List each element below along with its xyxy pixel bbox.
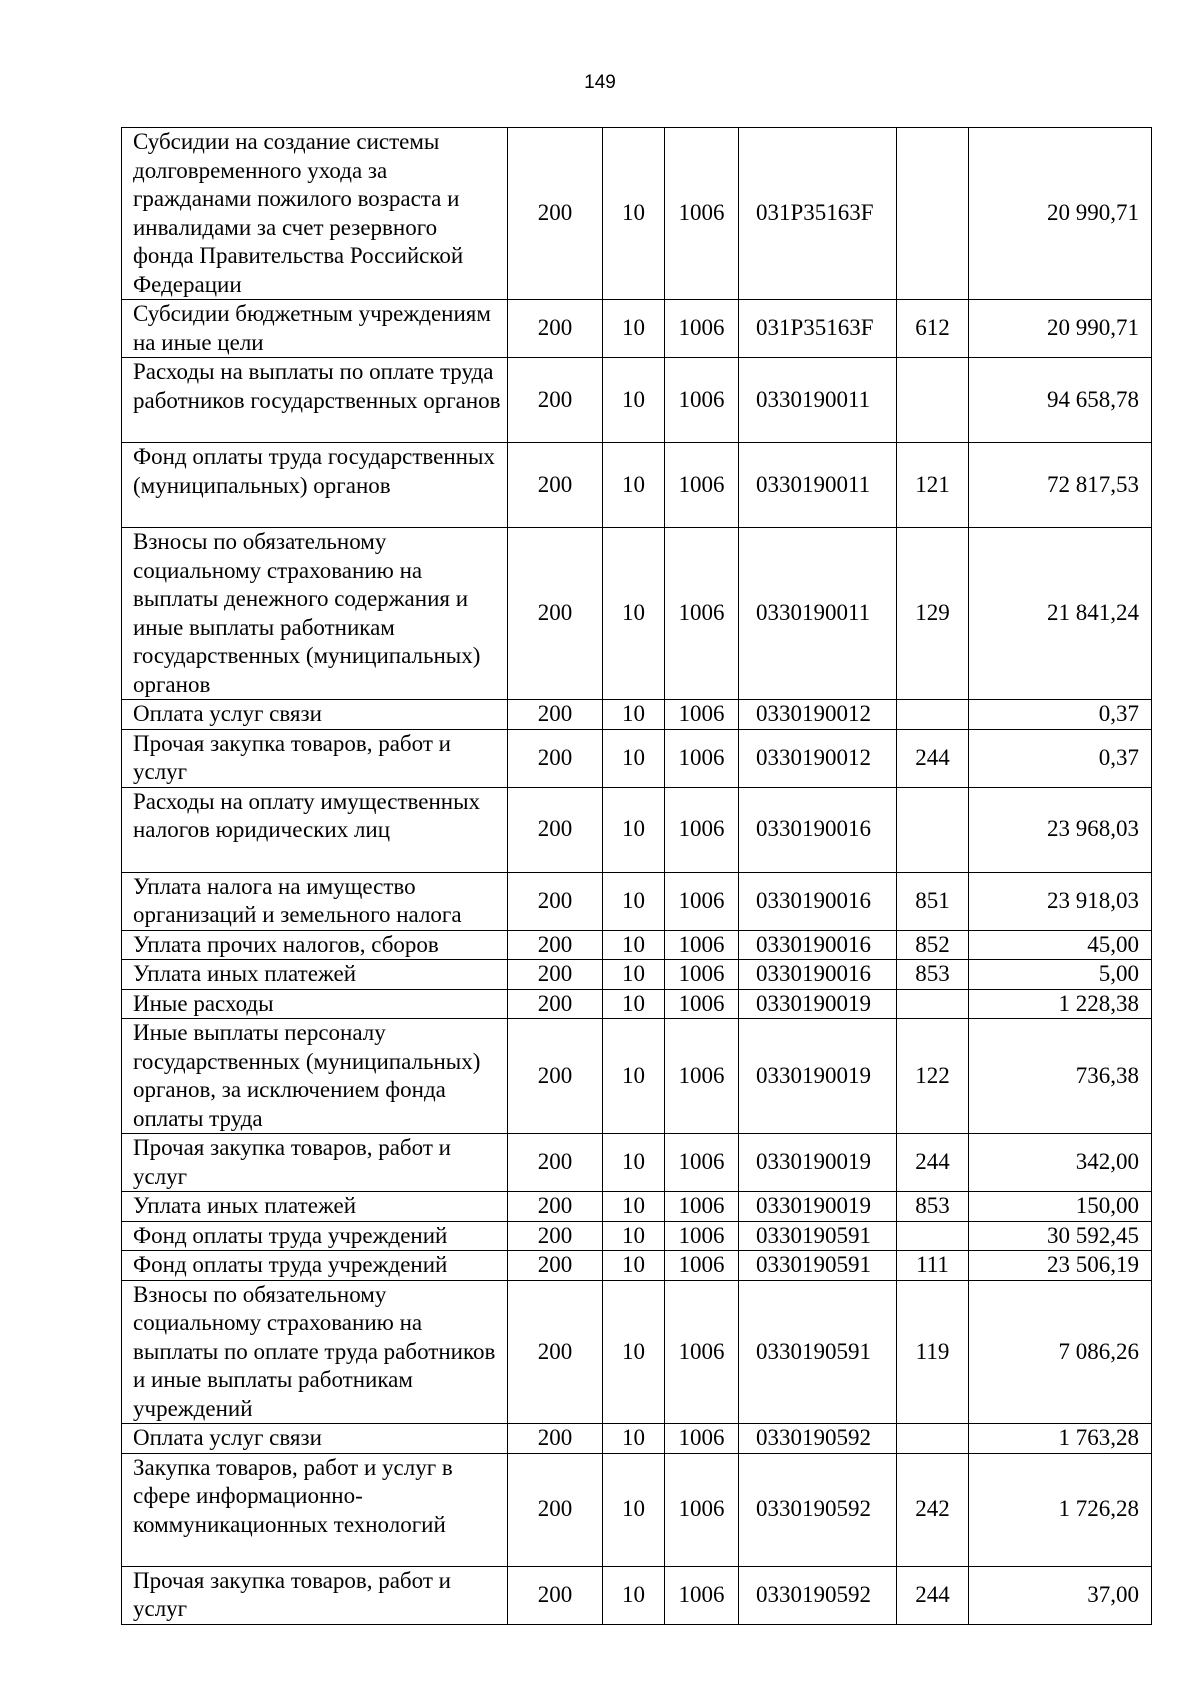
row-code-section: 10	[603, 1424, 665, 1454]
row-code-target: 0330190016	[739, 787, 897, 872]
row-code-section: 10	[603, 1192, 665, 1222]
row-code-expense-type: 852	[897, 930, 969, 960]
table-row	[122, 1453, 1152, 1566]
row-code-admin: 200	[508, 989, 603, 1019]
row-code-subsection: 1006	[665, 960, 739, 990]
row-code-target: 0330190011	[739, 358, 897, 443]
row-code-target: 031P35163F	[739, 128, 897, 300]
row-code-expense-type	[897, 1221, 969, 1251]
table-row	[122, 960, 1152, 990]
page-number: 149	[584, 72, 616, 93]
row-code-section: 10	[603, 960, 665, 990]
row-code-target: 0330190011	[739, 528, 897, 700]
row-description: Прочая закупка товаров, работ и услуг	[122, 729, 508, 787]
row-code-admin: 200	[508, 1019, 603, 1134]
row-code-expense-type: 122	[897, 1019, 969, 1134]
row-code-admin: 200	[508, 443, 603, 528]
row-code-target: 0330190019	[739, 1134, 897, 1192]
row-code-admin: 200	[508, 128, 603, 300]
row-code-target: 0330190016	[739, 872, 897, 930]
row-description: Субсидии на создание системы долговременного ухода за гражданами пожилого возраста и инвалидами за счет резервного фонда Правительства Российской Федерации	[122, 128, 508, 300]
row-code-subsection: 1006	[665, 1019, 739, 1134]
row-code-target: 0330190019	[739, 1192, 897, 1222]
row-code-admin: 200	[508, 358, 603, 443]
row-code-section: 10	[603, 989, 665, 1019]
table-row	[122, 787, 1152, 872]
table-row	[122, 930, 1152, 960]
row-code-subsection: 1006	[665, 528, 739, 700]
table-row	[122, 528, 1152, 700]
row-code-expense-type: 129	[897, 528, 969, 700]
row-code-section: 10	[603, 1251, 665, 1281]
row-code-subsection: 1006	[665, 930, 739, 960]
row-amount: 1 228,38	[969, 989, 1152, 1019]
row-description: Иные выплаты персоналу государственных (муниципальных) органов, за исключением фонда оплаты труда	[122, 1019, 508, 1134]
row-code-admin: 200	[508, 729, 603, 787]
row-code-target: 0330190591	[739, 1280, 897, 1424]
row-code-admin: 200	[508, 1192, 603, 1222]
row-code-expense-type: 119	[897, 1280, 969, 1424]
row-description: Прочая закупка товаров, работ и услуг	[122, 1566, 508, 1624]
row-code-target: 0330190016	[739, 960, 897, 990]
row-code-subsection: 1006	[665, 989, 739, 1019]
row-code-subsection: 1006	[665, 787, 739, 872]
row-code-admin: 200	[508, 1566, 603, 1624]
row-code-target: 0330190592	[739, 1424, 897, 1454]
row-amount: 30 592,45	[969, 1221, 1152, 1251]
row-code-expense-type	[897, 1424, 969, 1454]
row-amount: 72 817,53	[969, 443, 1152, 528]
row-code-section: 10	[603, 787, 665, 872]
row-code-admin: 200	[508, 960, 603, 990]
row-code-expense-type: 612	[897, 300, 969, 358]
row-description: Взносы по обязательному социальному страхованию на выплаты денежного содержания и иные выплаты работникам государственных (муниципальных) органов	[122, 528, 508, 700]
row-code-target: 0330190019	[739, 989, 897, 1019]
table-row	[122, 1566, 1152, 1624]
table-row	[122, 358, 1152, 443]
row-amount: 7 086,26	[969, 1280, 1152, 1424]
table-row	[122, 1251, 1152, 1281]
row-amount: 0,37	[969, 729, 1152, 787]
row-description: Фонд оплаты труда учреждений	[122, 1221, 508, 1251]
row-code-admin: 200	[508, 787, 603, 872]
row-code-admin: 200	[508, 930, 603, 960]
row-amount: 37,00	[969, 1566, 1152, 1624]
row-description: Фонд оплаты труда государственных (муниципальных) органов	[122, 443, 508, 528]
row-code-expense-type	[897, 700, 969, 730]
row-code-subsection: 1006	[665, 1280, 739, 1424]
row-amount: 1 726,28	[969, 1453, 1152, 1566]
table-row	[122, 1221, 1152, 1251]
row-amount: 23 968,03	[969, 787, 1152, 872]
row-code-subsection: 1006	[665, 700, 739, 730]
row-code-section: 10	[603, 1134, 665, 1192]
row-code-target: 031P35163F	[739, 300, 897, 358]
table-row	[122, 700, 1152, 730]
row-description: Уплата налога на имущество организаций и земельного налога	[122, 872, 508, 930]
row-code-section: 10	[603, 930, 665, 960]
row-description: Оплата услуг связи	[122, 1424, 508, 1454]
row-code-subsection: 1006	[665, 1251, 739, 1281]
row-code-admin: 200	[508, 1424, 603, 1454]
row-code-subsection: 1006	[665, 1424, 739, 1454]
row-description: Расходы на выплаты по оплате труда работников государственных органов	[122, 358, 508, 443]
row-amount: 342,00	[969, 1134, 1152, 1192]
row-code-subsection: 1006	[665, 1192, 739, 1222]
row-code-admin: 200	[508, 1221, 603, 1251]
row-code-expense-type: 242	[897, 1453, 969, 1566]
row-description: Расходы на оплату имущественных налогов юридических лиц	[122, 787, 508, 872]
row-code-target: 0330190016	[739, 930, 897, 960]
row-code-target: 0330190591	[739, 1221, 897, 1251]
row-description: Взносы по обязательному социальному страхованию на выплаты по оплате труда работников и иные выплаты работникам учреждений	[122, 1280, 508, 1424]
row-description: Закупка товаров, работ и услуг в сфере информационно-коммуникационных технологий	[122, 1453, 508, 1566]
row-description: Фонд оплаты труда учреждений	[122, 1251, 508, 1281]
row-code-admin: 200	[508, 300, 603, 358]
row-code-subsection: 1006	[665, 1221, 739, 1251]
row-code-expense-type: 244	[897, 1134, 969, 1192]
row-description: Уплата иных платежей	[122, 960, 508, 990]
table-row	[122, 989, 1152, 1019]
row-code-section: 10	[603, 1566, 665, 1624]
row-code-section: 10	[603, 1019, 665, 1134]
row-code-admin: 200	[508, 1134, 603, 1192]
row-code-section: 10	[603, 1280, 665, 1424]
row-code-section: 10	[603, 128, 665, 300]
row-code-section: 10	[603, 443, 665, 528]
row-code-subsection: 1006	[665, 300, 739, 358]
row-code-admin: 200	[508, 528, 603, 700]
table-row	[122, 729, 1152, 787]
row-description: Иные расходы	[122, 989, 508, 1019]
row-amount: 21 841,24	[969, 528, 1152, 700]
row-code-section: 10	[603, 872, 665, 930]
row-amount: 150,00	[969, 1192, 1152, 1222]
row-code-subsection: 1006	[665, 1566, 739, 1624]
row-amount: 736,38	[969, 1019, 1152, 1134]
row-code-expense-type: 851	[897, 872, 969, 930]
row-amount: 23 918,03	[969, 872, 1152, 930]
table-row	[122, 128, 1152, 300]
row-description: Субсидии бюджетным учреждениям на иные цели	[122, 300, 508, 358]
row-amount: 5,00	[969, 960, 1152, 990]
table-row	[122, 1192, 1152, 1222]
table-row	[122, 443, 1152, 528]
row-amount: 20 990,71	[969, 128, 1152, 300]
row-code-expense-type: 121	[897, 443, 969, 528]
row-amount: 0,37	[969, 700, 1152, 730]
row-code-expense-type	[897, 358, 969, 443]
row-code-target: 0330190011	[739, 443, 897, 528]
row-code-target: 0330190592	[739, 1453, 897, 1566]
row-code-section: 10	[603, 1453, 665, 1566]
row-code-target: 0330190019	[739, 1019, 897, 1134]
row-code-subsection: 1006	[665, 443, 739, 528]
table-row	[122, 1134, 1152, 1192]
row-code-expense-type: 244	[897, 729, 969, 787]
row-code-target: 0330190012	[739, 729, 897, 787]
table-row	[122, 300, 1152, 358]
row-code-subsection: 1006	[665, 872, 739, 930]
row-amount: 20 990,71	[969, 300, 1152, 358]
row-amount: 45,00	[969, 930, 1152, 960]
row-code-admin: 200	[508, 872, 603, 930]
row-code-expense-type	[897, 989, 969, 1019]
row-description: Прочая закупка товаров, работ и услуг	[122, 1134, 508, 1192]
row-amount: 94 658,78	[969, 358, 1152, 443]
row-code-admin: 200	[508, 1453, 603, 1566]
row-code-expense-type: 853	[897, 1192, 969, 1222]
row-code-admin: 200	[508, 1251, 603, 1281]
row-code-expense-type: 853	[897, 960, 969, 990]
budget-table	[121, 127, 1152, 1625]
row-code-subsection: 1006	[665, 1134, 739, 1192]
row-code-target: 0330190591	[739, 1251, 897, 1281]
table-row	[122, 1019, 1152, 1134]
row-amount: 1 763,28	[969, 1424, 1152, 1454]
row-code-section: 10	[603, 528, 665, 700]
table-row	[122, 872, 1152, 930]
row-amount: 23 506,19	[969, 1251, 1152, 1281]
row-code-section: 10	[603, 300, 665, 358]
row-code-admin: 200	[508, 1280, 603, 1424]
row-code-expense-type: 244	[897, 1566, 969, 1624]
row-code-admin: 200	[508, 700, 603, 730]
row-code-subsection: 1006	[665, 358, 739, 443]
table-row	[122, 1280, 1152, 1424]
row-code-target: 0330190012	[739, 700, 897, 730]
row-code-section: 10	[603, 700, 665, 730]
row-code-target: 0330190592	[739, 1566, 897, 1624]
row-code-section: 10	[603, 358, 665, 443]
table-row	[122, 1424, 1152, 1454]
row-description: Оплата услуг связи	[122, 700, 508, 730]
row-description: Уплата иных платежей	[122, 1192, 508, 1222]
row-code-subsection: 1006	[665, 729, 739, 787]
budget-table-body	[122, 128, 1152, 1625]
row-code-section: 10	[603, 1221, 665, 1251]
row-code-subsection: 1006	[665, 1453, 739, 1566]
row-description: Уплата прочих налогов, сборов	[122, 930, 508, 960]
row-code-expense-type	[897, 128, 969, 300]
row-code-expense-type: 111	[897, 1251, 969, 1281]
row-code-subsection: 1006	[665, 128, 739, 300]
row-code-expense-type	[897, 787, 969, 872]
row-code-section: 10	[603, 729, 665, 787]
